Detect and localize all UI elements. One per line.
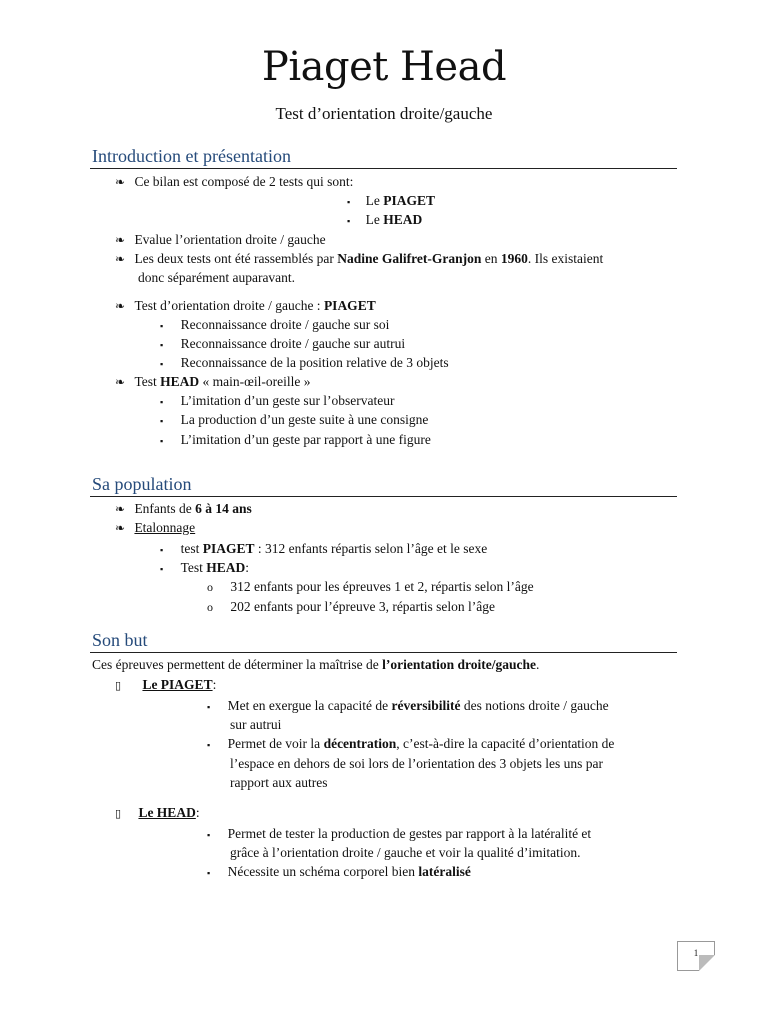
page-title: Piaget Head	[261, 44, 507, 90]
square-bullet-icon: ▪	[160, 436, 164, 446]
list-item: ❧ Enfants de 6 à 14 ans	[115, 501, 252, 516]
square-bullet-icon: ▪	[347, 197, 351, 207]
list-item-continuation: grâce à l’orientation droite / gauche et voir la qualité d’imitation.	[230, 845, 581, 860]
list-item: ▪ Nécessite un schéma corporel bien latéralisé	[207, 864, 471, 879]
square-bullet-icon: ▪	[207, 830, 211, 840]
section-heading-population: Sa population	[92, 474, 192, 494]
list-item: ▪ La production d’un geste suite à une consigne	[160, 412, 429, 427]
list-item: o 202 enfants pour l’épreuve 3, répartis selon l’âge	[207, 599, 496, 614]
arrow-bullet-icon: ❧	[115, 233, 126, 247]
arrow-bullet-icon: ❧	[115, 375, 126, 389]
list-item: ▪ Permet de voir la décentration, c’est-à-dire la capacité d’orientation de	[207, 736, 615, 751]
list-item: ▪ Met en exergue la capacité de réversibilité des notions droite / gauche	[207, 698, 609, 713]
list-item: ▪ L’imitation d’un geste par rapport à une figure	[160, 432, 431, 447]
box-bullet-icon: ▯	[115, 808, 122, 820]
paragraph: Ces épreuves permettent de déterminer la maîtrise de l’orientation droite/gauche.	[92, 657, 540, 672]
list-item: ▯ Le HEAD:	[115, 805, 200, 820]
arrow-bullet-icon: ❧	[115, 502, 126, 516]
square-bullet-icon: ▪	[160, 545, 164, 555]
list-item: ▪ Permet de tester la production de gestes par rapport à la latéralité et	[207, 826, 592, 841]
list-item: ▪ Le HEAD	[347, 212, 423, 227]
square-bullet-icon: ▪	[160, 321, 164, 331]
section-rule	[90, 168, 677, 169]
square-bullet-icon: ▪	[160, 340, 164, 350]
list-item: ❧ Ce bilan est composé de 2 tests qui sont:	[115, 174, 354, 189]
list-item: ❧ Test HEAD « main-œil-oreille »	[115, 374, 311, 389]
list-item: ❧ Evalue l’orientation droite / gauche	[115, 232, 326, 247]
list-item: ▪ Reconnaissance droite / gauche sur soi	[160, 317, 390, 332]
square-bullet-icon: ▪	[160, 397, 164, 407]
page-subtitle: Test d’orientation droite/gauche	[275, 104, 493, 123]
list-item-continuation: l’espace en dehors de soi lors de l’orientation des 3 objets les uns par	[230, 756, 604, 771]
list-item: ▯ Le PIAGET:	[115, 677, 217, 692]
section-heading-but: Son but	[92, 630, 148, 650]
list-item: ▪ Le PIAGET	[347, 193, 435, 208]
list-item-continuation: rapport aux autres	[230, 775, 328, 790]
page-fold-icon	[699, 955, 715, 971]
list-item: ❧ Etalonnage	[115, 520, 196, 535]
box-bullet-icon: ▯	[115, 680, 122, 692]
arrow-bullet-icon: ❧	[115, 175, 126, 189]
list-item: ▪ Test HEAD:	[160, 560, 250, 575]
square-bullet-icon: ▪	[160, 416, 164, 426]
arrow-bullet-icon: ❧	[115, 252, 126, 266]
list-item: o 312 enfants pour les épreuves 1 et 2, répartis selon l’âge	[207, 579, 534, 594]
list-item: ▪ Reconnaissance droite / gauche sur autrui	[160, 336, 406, 351]
section-rule	[90, 496, 677, 497]
section-heading-introduction: Introduction et présentation	[92, 146, 291, 166]
arrow-bullet-icon: ❧	[115, 299, 126, 313]
square-bullet-icon: ▪	[160, 359, 164, 369]
list-item-continuation: donc séparément auparavant.	[138, 270, 296, 285]
circle-bullet-icon: o	[207, 600, 213, 614]
list-item-continuation: sur autrui	[230, 717, 282, 732]
list-item: ❧ Test d’orientation droite / gauche : PIAGET	[115, 298, 376, 313]
square-bullet-icon: ▪	[207, 702, 211, 712]
list-item: ▪ L’imitation d’un geste sur l’observateur	[160, 393, 395, 408]
page-number-box	[677, 941, 715, 971]
list-item: ▪ test PIAGET : 312 enfants répartis selon l’âge et le sexe	[160, 541, 488, 556]
list-item: ❧ Les deux tests ont été rassemblés par Nadine Galifret-Granjon en 1960. Ils existaient	[115, 251, 604, 266]
square-bullet-icon: ▪	[347, 216, 351, 226]
list-item: ▪ Reconnaissance de la position relative de 3 objets	[160, 355, 449, 370]
arrow-bullet-icon: ❧	[115, 521, 126, 535]
square-bullet-icon: ▪	[207, 740, 211, 750]
square-bullet-icon: ▪	[207, 868, 211, 878]
section-rule	[90, 652, 677, 653]
page-number: 1	[693, 948, 699, 958]
square-bullet-icon: ▪	[160, 564, 164, 574]
circle-bullet-icon: o	[207, 580, 213, 594]
